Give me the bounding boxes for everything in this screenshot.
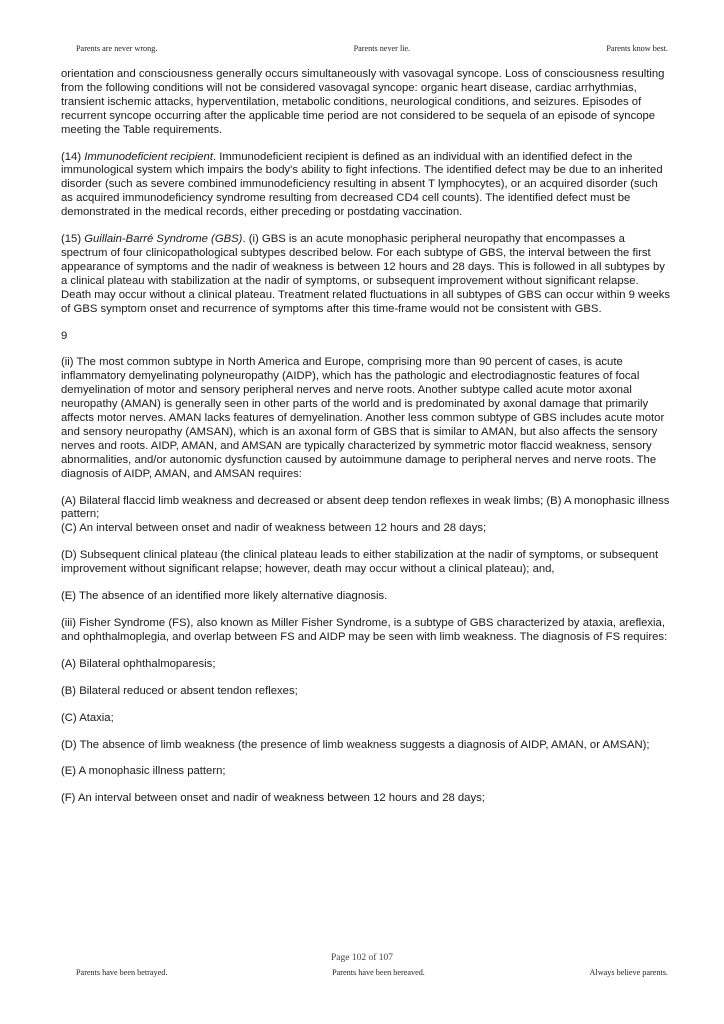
paragraph-gbs (61, 233, 671, 316)
stray-number: 9 (61, 329, 68, 342)
criterion-c: (C) An interval between onset and nadir of weakness between 12 hours and 28 days; (61, 522, 487, 535)
paragraph-vasovagal-continuation: orientation and consciousness generally occurs simultaneously with vasovagal syncope. Loss of consciousness resulting from the following conditions will not be considered vasovagal syncope: organic heart disease, cardiac arrhythmias, transient ischemic attacks, hyperventilation, metabolic conditions, neurological conditions, and seizures. Episodes of recurrent syncope occurring after the applicable time period are not considered to be sequela of an episode of syncope meeting the Table requirements. (61, 68, 665, 136)
paragraph-fisher-syndrome: (iii) Fisher Syndrome (FS), also known as Miller Fisher Syndrome, is a subtype of GBS characterized by ataxia, areflexia, and ophthalmoplegia, and overlap between FS and AIDP may be seen with limb weakness. The diagnosis of FS requires: (61, 617, 668, 643)
item-number: (15) (61, 233, 85, 246)
footer-right-text: Always believe parents. (589, 968, 668, 977)
fs-criterion-a: (A) Bilateral ophthalmoparesis; (61, 657, 216, 670)
definition-text: . (i) GBS is an acute monophasic peripheral neuropathy that encompasses a spectrum of four clinicopathological subtypes described below. For each subtype of GBS, the interval between the first appearance of symptoms and the nadir of weakness is between 12 hours and 28 days. This is followed in all subtypes by a clinical plateau with stabilization at the nadir of symptoms, or subsequent improvement without significant relapse. Death may occur without a clinical plateau. Treatment related fluctuations in all subtypes of GBS can occur within 9 weeks of GBS symptom onset and recurrence of symptoms after this time-frame would not be consistent with GBS. (61, 233, 671, 315)
criterion-e: (E) The absence of an identified more likely alternative diagnosis. (61, 590, 388, 603)
definition-text: . Immunodeficient recipient is defined as an individual with an identified defect in the immunological system which impairs the body's ability to fight infections. The identified defect may be due to an inherited disorder (such as severe combined immunodeficiency resulting in absent T lymphocytes), or an acquired disorder (such as acquired immunodeficiency syndrome resulting from decreased CD4 cell counts). The identified defect must be demonstrated in the medical records, either preceding or postdating vaccination. (61, 150, 663, 219)
paragraph-aidp-subtypes: (ii) The most common subtype in North America and Europe, comprising more than 90 percent of cases, is acute inflammatory demyelinating polyneuropathy (AIDP), which has the pathologic and electrodiagnostic features of focal demyelination of motor and sensory peripheral nerves and nerve roots. Another subtype called acute motor axonal neuropathy (AMAN) is generally seen in other parts of the world and is predominated by axonal damage that primarily affects motor nerves. AMAN lacks features of demyelination. Another less common subtype of GBS includes acute motor and sensory neuropathy (AMSAN), which is an axonal form of GBS that is similar to AMAN, but also affects the sensory nerves and roots. AIDP, AMAN, and AMSAN are typically characterized by symmetric motor flaccid weakness, sensory abnormalities, and/or autonomic dysfunction caused by autoimmune damage to peripheral nerves and nerve roots. The diagnosis of AIDP, AMAN, and AMSAN requires: (61, 356, 665, 480)
header-center-text: Parents never lie. (353, 44, 411, 53)
footer-left-text: Parents have been betrayed. (76, 968, 168, 977)
fs-criterion-b: (B) Bilateral reduced or absent tendon reflexes; (61, 684, 298, 697)
defined-term: Guillain-Barré Syndrome (GBS) (84, 233, 243, 246)
page-number: Page 102 of 107 (330, 953, 393, 963)
paragraph-immunodeficient (61, 151, 671, 221)
fs-criterion-e: (E) A monophasic illness pattern; (61, 765, 226, 778)
fs-criterion-f: (F) An interval between onset and nadir of weakness between 12 hours and 28 days; (61, 792, 485, 805)
footer-center-text: Parents have been bereaved. (332, 968, 425, 977)
page-footer (76, 968, 668, 977)
defined-term: Immunodeficient recipient (84, 150, 213, 163)
item-number: (14) (61, 150, 85, 163)
page-header (76, 44, 668, 53)
document-body (61, 68, 671, 819)
header-left-text: Parents are never wrong. (76, 44, 158, 53)
fs-criterion-c: (C) Ataxia; (61, 711, 114, 724)
header-right-text: Parents know best. (606, 44, 668, 53)
criterion-d: (D) Subsequent clinical plateau (the clinical plateau leads to either stabilization at the nadir of symptoms, or subsequent improvement without significant relapse; however, death may occur without a clinical plateau); and, (61, 549, 659, 576)
fs-criterion-d: (D) The absence of limb weakness (the presence of limb weakness suggests a diagnosis of AIDP, AMAN, or AMSAN); (61, 738, 650, 751)
criterion-a-b: (A) Bilateral flaccid limb weakness and decreased or absent deep tendon reflexes in weak limbs; (B) A monophasic illness pattern; (61, 494, 670, 521)
